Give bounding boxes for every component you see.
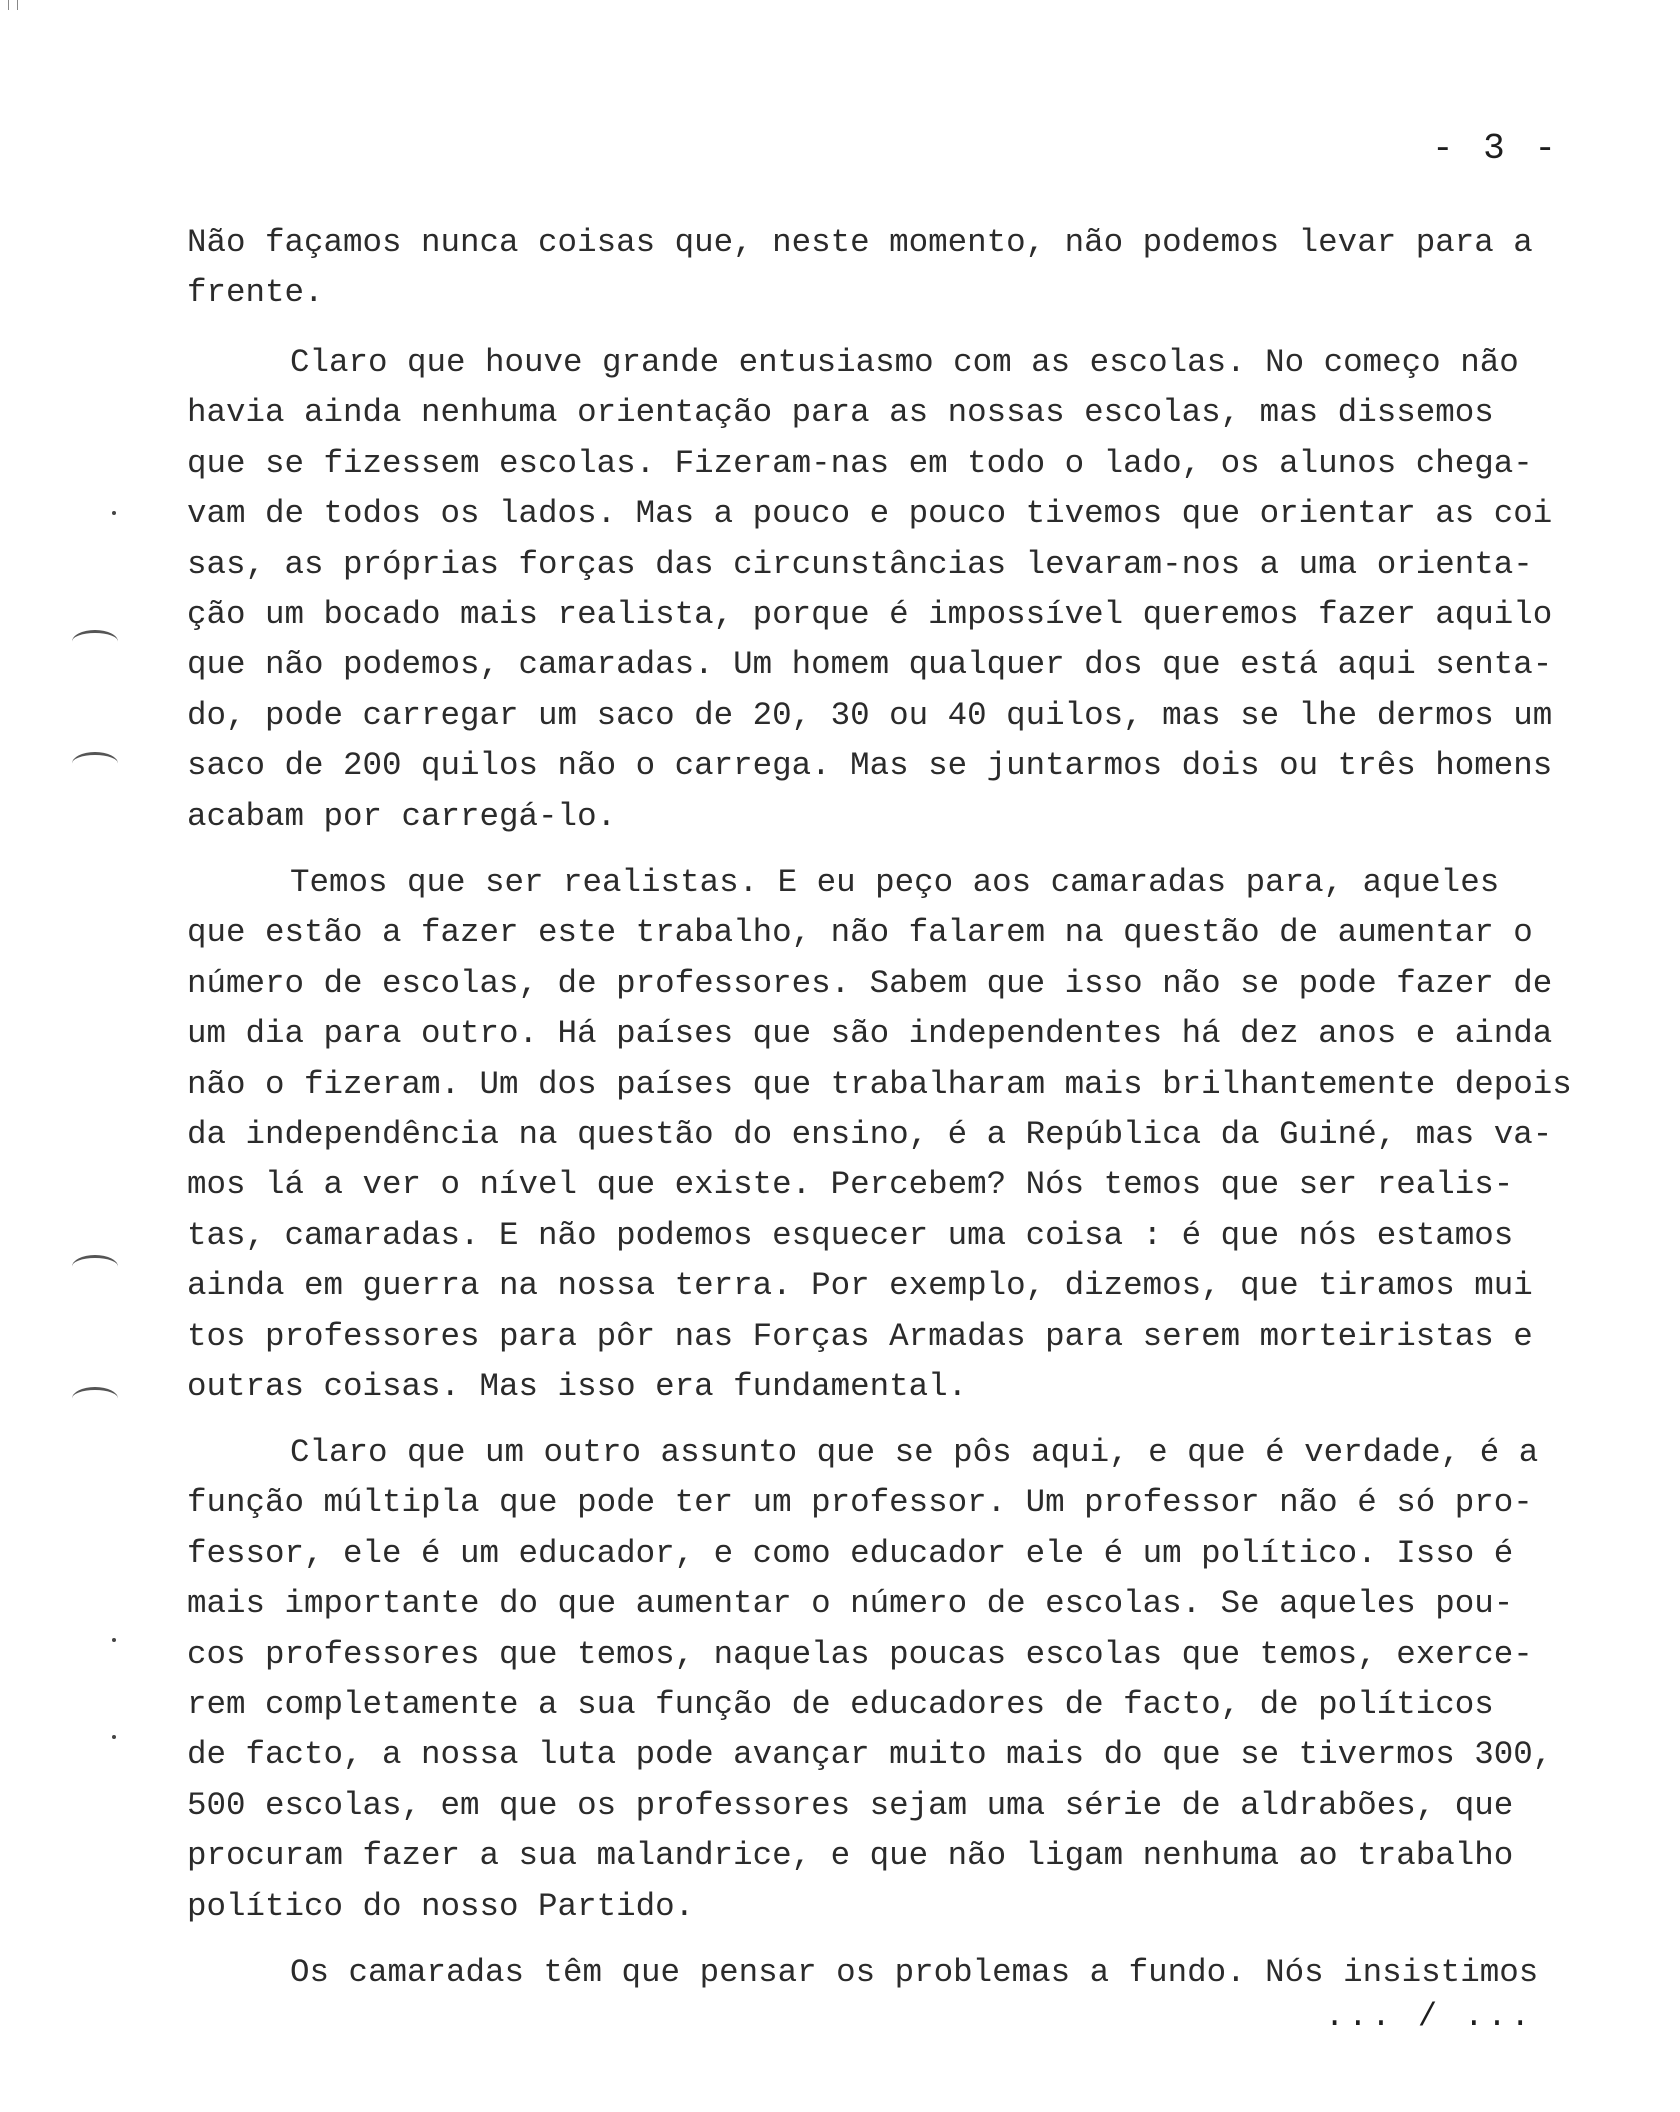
- text-line: mais importante do que aumentar o número de escolas. Se aqueles pou-: [187, 1585, 1514, 1623]
- text-line: cos professores que temos, naquelas poucas escolas que temos, exerce-: [187, 1635, 1533, 1673]
- text-line: vam de todos os lados. Mas a pouco e pouco tivemos que orientar as coi: [187, 495, 1553, 533]
- text-line: havia ainda nenhuma orientação para as nossas escolas, mas dissemos: [187, 394, 1494, 432]
- text-line: não o fizeram. Um dos países que trabalharam mais brilhantemente depois: [187, 1065, 1572, 1103]
- text-line: sas, as próprias forças das circunstâncias levaram-nos a uma orienta-: [187, 545, 1533, 583]
- text-line: do, pode carregar um saco de 20, 30 ou 40 quilos, mas se lhe dermos um: [187, 696, 1553, 734]
- paragraph-3: [187, 858, 1627, 1412]
- text-line: tas, camaradas. E não podemos esquecer uma coisa : é que nós estamos: [187, 1216, 1514, 1254]
- text-line: ainda em guerra na nossa terra. Por exemplo, dizemos, que tiramos mui: [187, 1267, 1533, 1305]
- text-line: outras coisas. Mas isso era fundamental.: [187, 1368, 968, 1406]
- text-line: Claro que houve grande entusiasmo com as escolas. No começo não: [290, 344, 1519, 381]
- text-line: número de escolas, de professores. Sabem que isso não se pode fazer de: [187, 964, 1553, 1002]
- scan-edge-mark: [8, 0, 18, 10]
- text-line: procuram fazer a sua malandrice, e que não ligam nenhuma ao trabalho: [187, 1837, 1514, 1875]
- text-line: da independência na questão do ensino, é a República da Guiné, mas va-: [187, 1116, 1553, 1154]
- text-line: Não façamos nunca coisas que, neste momento, não podemos levar para a: [187, 224, 1533, 261]
- paragraph-1: [187, 218, 1627, 319]
- text-line: que se fizessem escolas. Fizeram-nas em todo o lado, os alunos chega-: [187, 444, 1533, 482]
- text-line: 500 escolas, em que os professores sejam uma série de aldrabões, que: [187, 1786, 1514, 1824]
- paragraph-2: [187, 338, 1627, 842]
- continuation-marker: ... / ...: [1325, 1998, 1534, 2035]
- text-line: um dia para outro. Há países que são independentes há dez anos e ainda: [187, 1015, 1553, 1053]
- text-line: Claro que um outro assunto que se pôs aqui, e que é verdade, é a: [290, 1434, 1539, 1471]
- margin-arc-mark: [72, 1387, 118, 1410]
- text-line: função múltipla que pode ter um professor. Um professor não é só pro-: [187, 1484, 1533, 1522]
- margin-dot: [112, 1638, 116, 1642]
- text-line: Temos que ser realistas. E eu peço aos camaradas para, aqueles: [290, 864, 1500, 901]
- text-line: tos professores para pôr nas Forças Armadas para serem morteiristas e: [187, 1317, 1533, 1355]
- paragraph-5: [187, 1948, 1627, 1998]
- text-line: mos lá a ver o nível que existe. Percebem? Nós temos que ser realis-: [187, 1166, 1514, 1204]
- text-line: de facto, a nossa luta pode avançar muito mais do que se tivermos 300,: [187, 1736, 1553, 1774]
- margin-arc-mark: [72, 1255, 118, 1278]
- text-line: que estão a fazer este trabalho, não falarem na questão de aumentar o: [187, 914, 1533, 952]
- text-line: saco de 200 quilos não o carrega. Mas se juntarmos dois ou três homens: [187, 747, 1553, 785]
- text-line: rem completamente a sua função de educadores de facto, de políticos: [187, 1686, 1494, 1724]
- text-line: que não podemos, camaradas. Um homem qualquer dos que está aqui senta-: [187, 646, 1553, 684]
- text-line: fessor, ele é um educador, e como educador ele é um político. Isso é: [187, 1534, 1514, 1572]
- page-number: - 3 -: [1431, 128, 1560, 169]
- text-line: Os camaradas têm que pensar os problemas a fundo. Nós insistimos: [290, 1954, 1539, 1991]
- paragraph-4: [187, 1428, 1627, 1932]
- margin-arc-mark: [72, 752, 118, 775]
- text-line: frente.: [187, 274, 324, 312]
- text-line: ção um bocado mais realista, porque é impossível queremos fazer aquilo: [187, 596, 1553, 634]
- text-line: político do nosso Partido.: [187, 1887, 695, 1925]
- margin-dot: [112, 1735, 116, 1739]
- margin-dot: [112, 511, 116, 515]
- text-line: acabam por carregá-lo.: [187, 797, 617, 835]
- margin-arc-mark: [72, 630, 118, 653]
